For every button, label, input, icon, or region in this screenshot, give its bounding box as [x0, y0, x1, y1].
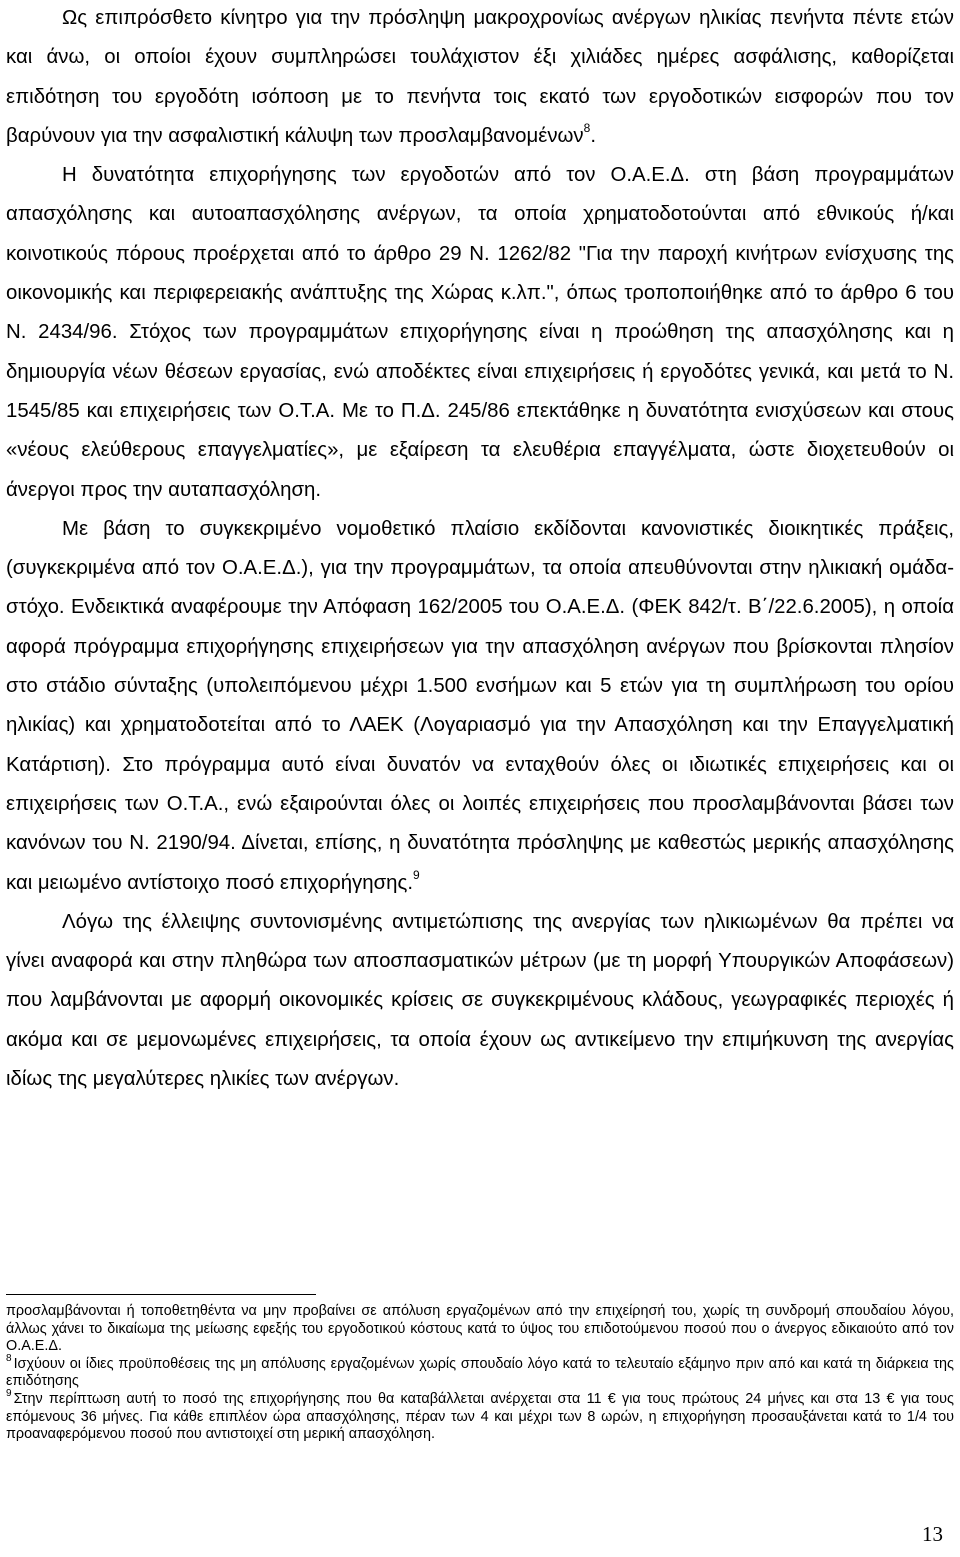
paragraph-legal-framework — [6, 510, 954, 903]
page-number: 13 — [922, 1522, 943, 1546]
paragraph-text: Ως επιπρόσθετο κίνητρο για την πρόσληψη μακροχρονίως ανέργων ηλικίας πενήντα πέντε ετών και άνω, οι οποίοι έχουν συμπληρώσει τουλάχιστον έξι χιλιάδες ημέρες ασφάλισης, καθορίζεται επιδότηση του εργοδότη ισόποση με το πενήντα τοις εκατό των εργοδοτικών εισφορών που τον βαρύνουν για την ασφαλιστική κάλυψη των προσλαμβανομένων — [6, 7, 954, 147]
footnote-continued — [6, 1303, 954, 1356]
footnote-reference-9: 9 — [413, 867, 420, 882]
paragraph-text: Λόγω της έλλειψης συντονισμένης αντιμετώπισης της ανεργίας των ηλικιωμένων θα πρέπει να γίνει αναφορά και στην πληθώρα των αποσπασματικών μέτρων (με τη μορφή Υπουργικών Αποφάσεων) που λαμβάνονται με αφορμή οικονομικές κρίσεις σε συγκεκριμένους κλάδους, γεωγραφικές περιοχές ή ακόμα και σε μεμονωμένες επιχειρήσεις, τα οποία έχουν ως αντικείμενο την επιμήκυνση της ανεργίας ιδίως της μεγαλύτερες ηλικίες των ανέργων. — [6, 910, 954, 1091]
document-body — [6, 0, 954, 1099]
paragraph-ending: . — [590, 124, 596, 147]
footnote-9 — [6, 1387, 954, 1444]
footnote-text: προσλαμβάνονται ή τοποθετηθέντα να μην προβαίνει σε απόλυση εργαζομένων από την επιχείρησή του, χωρίς τη συνδρομή σπουδαίου λόγου, άλλως χάνει το δικαίωμα της μείωσης εφεξής του εργοδοτικού κόστους κατά το ύψος του επιδοτούμενου ποσού που ο άνεργος εδικαιούτο από τον Ο.Α.Ε.Δ. — [6, 1303, 954, 1355]
footnote-marker: 9 — [6, 1387, 12, 1399]
footnote-marker: 8 — [6, 1352, 12, 1364]
paragraph-oaed-subsidy — [6, 156, 954, 510]
footnote-reference-8: 8 — [583, 120, 591, 135]
paragraph-text: Η δυνατότητα επιχορήγησης των εργοδοτών από τον Ο.Α.Ε.Δ. στη βάση προγραμμάτων απασχόλησης και αυτοαπασχόλησης ανέργων, τα οποία χρηματοδοτούνται από εθνικούς ή/και κοινοτικούς πόρους προέρχεται από το άρθρο 29 Ν. 1262/82 "Για την παροχή κινήτρων ενίσχυσης της οικονομικής και περιφερειακής ανάπτυξης της Χώρας κ.λπ.", όπως τροποποιήθηκε από το άρθρο 6 του Ν. 2434/96. Στόχος των προγραμμάτων επιχορήγησης είναι η προώθηση της απασχόλησης και η δημιουργία νέων θέσεων εργασίας, ενώ αποδέκτες είναι επιχειρήσεις ή εργοδότες γενικά, και μετά το Ν. 1545/85 και επιχειρήσεις των Ο.Τ.Α. Με το Π.Δ. 245/86 επεκτάθηκε η δυνατότητα ενισχύσεων και στους «νέους ελεύθερους επαγγελματίες», με εξαίρεση τα ελευθέρια επαγγέλματα, ώστε διοχετευθούν οι άνεργοι προς την αυταπασχόληση. — [6, 164, 954, 501]
footnote-text: Στην περίπτωση αυτή το ποσό της επιχορήγησης που θα καταβάλλεται ανέρχεται στα 11 € για τους πρώτους 24 μήνες και στα 13 € για τους επόμενους 36 μήνες. Για κάθε επιπλέον ώρα απασχόλησης, πέραν των 4 και μέχρι των 8 ωρών, η επιχορήγηση προσαυξάνεται κατά το 1/4 του προαναφερόμενου ποσού που αντιστοιχεί στη μερική απασχόληση. — [6, 1390, 954, 1443]
footnotes — [6, 1303, 954, 1444]
footnote-separator — [6, 1294, 316, 1295]
paragraph-fragmented-measures — [6, 903, 954, 1099]
footnote-8 — [6, 1352, 954, 1391]
footnote-text: Ισχύουν οι ίδιες προϋποθέσεις της μη απόλυσης εργαζομένων χωρίς σπουδαίο λόγο κατά το τελευταίο εξάμηνο πριν από και κατά τη διάρκεια της επιδότησης — [6, 1355, 954, 1390]
paragraph-text: Με βάση το συγκεκριμένο νομοθετικό πλαίσιο εκδίδονται κανονιστικές διοικητικές πράξεις, (συγκεκριμένα από τον Ο.Α.Ε.Δ.), για την προγραμμάτων, τα οποία απευθύνονται στην ηλικιακή ομάδα-στόχο. Ενδεικτικά αναφέρουμε την Απόφαση 162/2005 του Ο.Α.Ε.Δ. (ΦΕΚ 842/τ. Β΄/22.6.2005), η οποία αφορά πρόγραμμα επιχορήγησης επιχειρήσεων για την απασχόληση ανέργων που βρίσκονται πλησίον στο στάδιο σύνταξης (υπολειπόμενου μέχρι 1.500 ενσήμων και 5 ετών για τη συμπλήρωση του ορίου ηλικίας) και χρηματοδοτείται από το ΛΑΕΚ (Λογαριασμό για την Απασχόληση και την Επαγγελματική Κατάρτιση). Στο πρόγραμμα αυτό είναι δυνατόν να ενταχθούν όλες οι ιδιωτικές επιχειρήσεις και οι επιχειρήσεις των Ο.Τ.Α., ενώ εξαιρούνται όλες οι λοιπές επιχειρήσεις που προσλαμβάνονται βάσει των κανόνων του Ν. 2190/94. Δίνεται, επίσης, η δυνατότητα πρόσληψης με καθεστώς μερικής απασχόλησης και μειωμένο αντίστοιχο ποσό επιχορήγησης. — [6, 517, 954, 894]
paragraph-employment-incentive — [6, 0, 954, 156]
main-text — [6, 0, 954, 1099]
